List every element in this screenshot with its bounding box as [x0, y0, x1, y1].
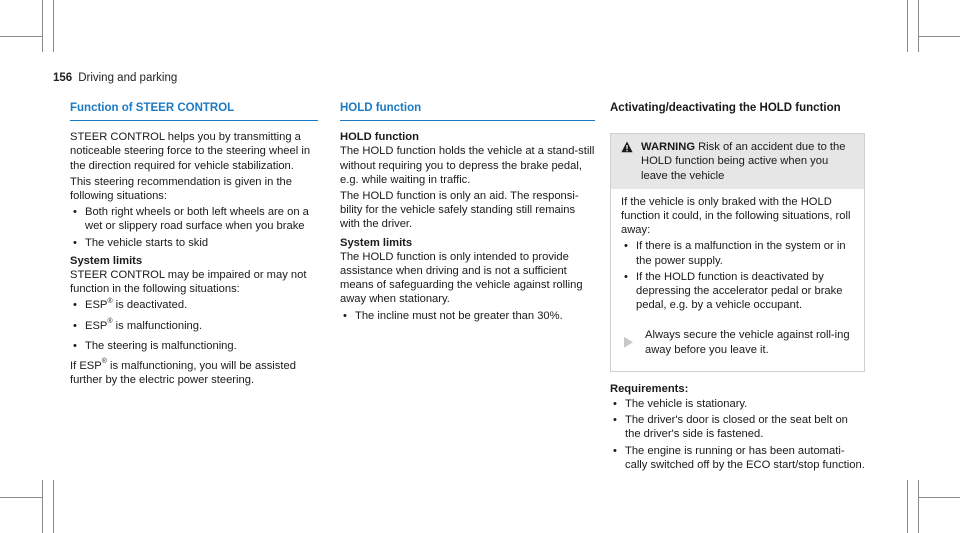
column-steer-control: [70, 101, 318, 389]
crop-mark: [907, 0, 908, 52]
warning-header: [611, 134, 864, 189]
crop-mark: [53, 480, 54, 533]
list-item: • The vehicle is stationary.: [610, 397, 865, 411]
column-hold-function: [340, 101, 595, 325]
bullet-list: [610, 397, 865, 472]
crop-mark: [918, 0, 919, 52]
subheading: System limits: [340, 236, 413, 249]
subheading: HOLD function: [340, 131, 419, 144]
paragraph: The HOLD function is only an aid. The responsi-bility for the vehicle safely standing still remains with the driver.: [340, 190, 579, 231]
warning-box: [610, 133, 865, 372]
paragraph: The HOLD function holds the vehicle at a stand-still without requiring you to depress the brake pedal, e.g. while waiting in traffic.: [340, 145, 595, 186]
page-header: [53, 72, 177, 84]
note-text: Always secure the vehicle against roll-ing away before you leave it.: [645, 329, 850, 356]
list-item: • The steering is malfunctioning.: [70, 339, 318, 353]
paragraph: STEER CONTROL may be impaired or may not function in the following situations:: [70, 269, 307, 296]
bullet-list: [70, 205, 318, 250]
crop-mark: [0, 497, 42, 498]
list-item: • ESP® is malfunctioning.: [70, 319, 318, 333]
section-title: Function of STEER CONTROL: [70, 101, 318, 121]
section-title: Activating/deactivating the HOLD function: [610, 102, 841, 114]
paragraph: The HOLD function is only intended to provide assistance when driving and is not a sufficient means of safeguarding the vehicle against rolling away when stationary.: [340, 250, 583, 306]
subheading: System limits: [70, 254, 143, 267]
warning-text: WARNING Risk of an accident due to the HOLD function being active when you leave the vehicle: [641, 141, 846, 182]
paragraph: STEER CONTROL helps you by transmitting a noticeable steering force to the steering wheel in the direction required for vehicle stabilization.: [70, 131, 311, 172]
list-item: • The engine is running or has been automati-cally switched off by the ECO start/stop function.: [610, 444, 865, 472]
bullet-list: [340, 309, 595, 323]
warning-body: [611, 189, 864, 313]
subheading: Requirements:: [610, 382, 689, 395]
note: [611, 318, 864, 370]
paragraph: This steering recommendation is given in the following situations:: [70, 175, 292, 203]
crop-mark: [918, 480, 919, 533]
crop-mark: [918, 36, 960, 37]
paragraph: If ESP® is malfunctioning, you will be assisted further by the electric power steering.: [70, 358, 296, 387]
list-item: • The incline must not be greater than 30%.: [340, 309, 595, 323]
play-arrow-icon: [624, 328, 633, 356]
list-item: • The driver's door is closed or the seat belt on the driver's side is fastened.: [610, 413, 865, 441]
paragraph: If the vehicle is only braked with the HOLD function it could, in the following situations, roll away:: [621, 195, 851, 237]
crop-mark: [918, 497, 960, 498]
bullet-list: [621, 239, 854, 312]
crop-mark: [0, 36, 42, 37]
bullet-list: [70, 298, 318, 353]
list-item: • Both right wheels or both left wheels are on a wet or slippery road surface when you brake: [70, 205, 318, 233]
crop-mark: [907, 480, 908, 533]
crop-mark: [42, 480, 43, 533]
page-number: 156: [53, 72, 73, 84]
crop-mark: [42, 0, 43, 52]
warning-icon: [621, 141, 633, 153]
crop-mark: [53, 0, 54, 52]
list-item: • If the HOLD function is deactivated by depressing the accelerator pedal or brake pedal, e.g. by a vehicle occupant.: [621, 270, 854, 313]
page-section-title: Driving and parking: [78, 72, 178, 84]
list-item: • ESP® is deactivated.: [70, 298, 318, 312]
list-item: • The vehicle starts to skid: [70, 236, 318, 250]
section-title: HOLD function: [340, 101, 595, 121]
column-activating-hold: [610, 101, 865, 474]
list-item: • If there is a malfunction in the system or in the power supply.: [621, 239, 854, 267]
